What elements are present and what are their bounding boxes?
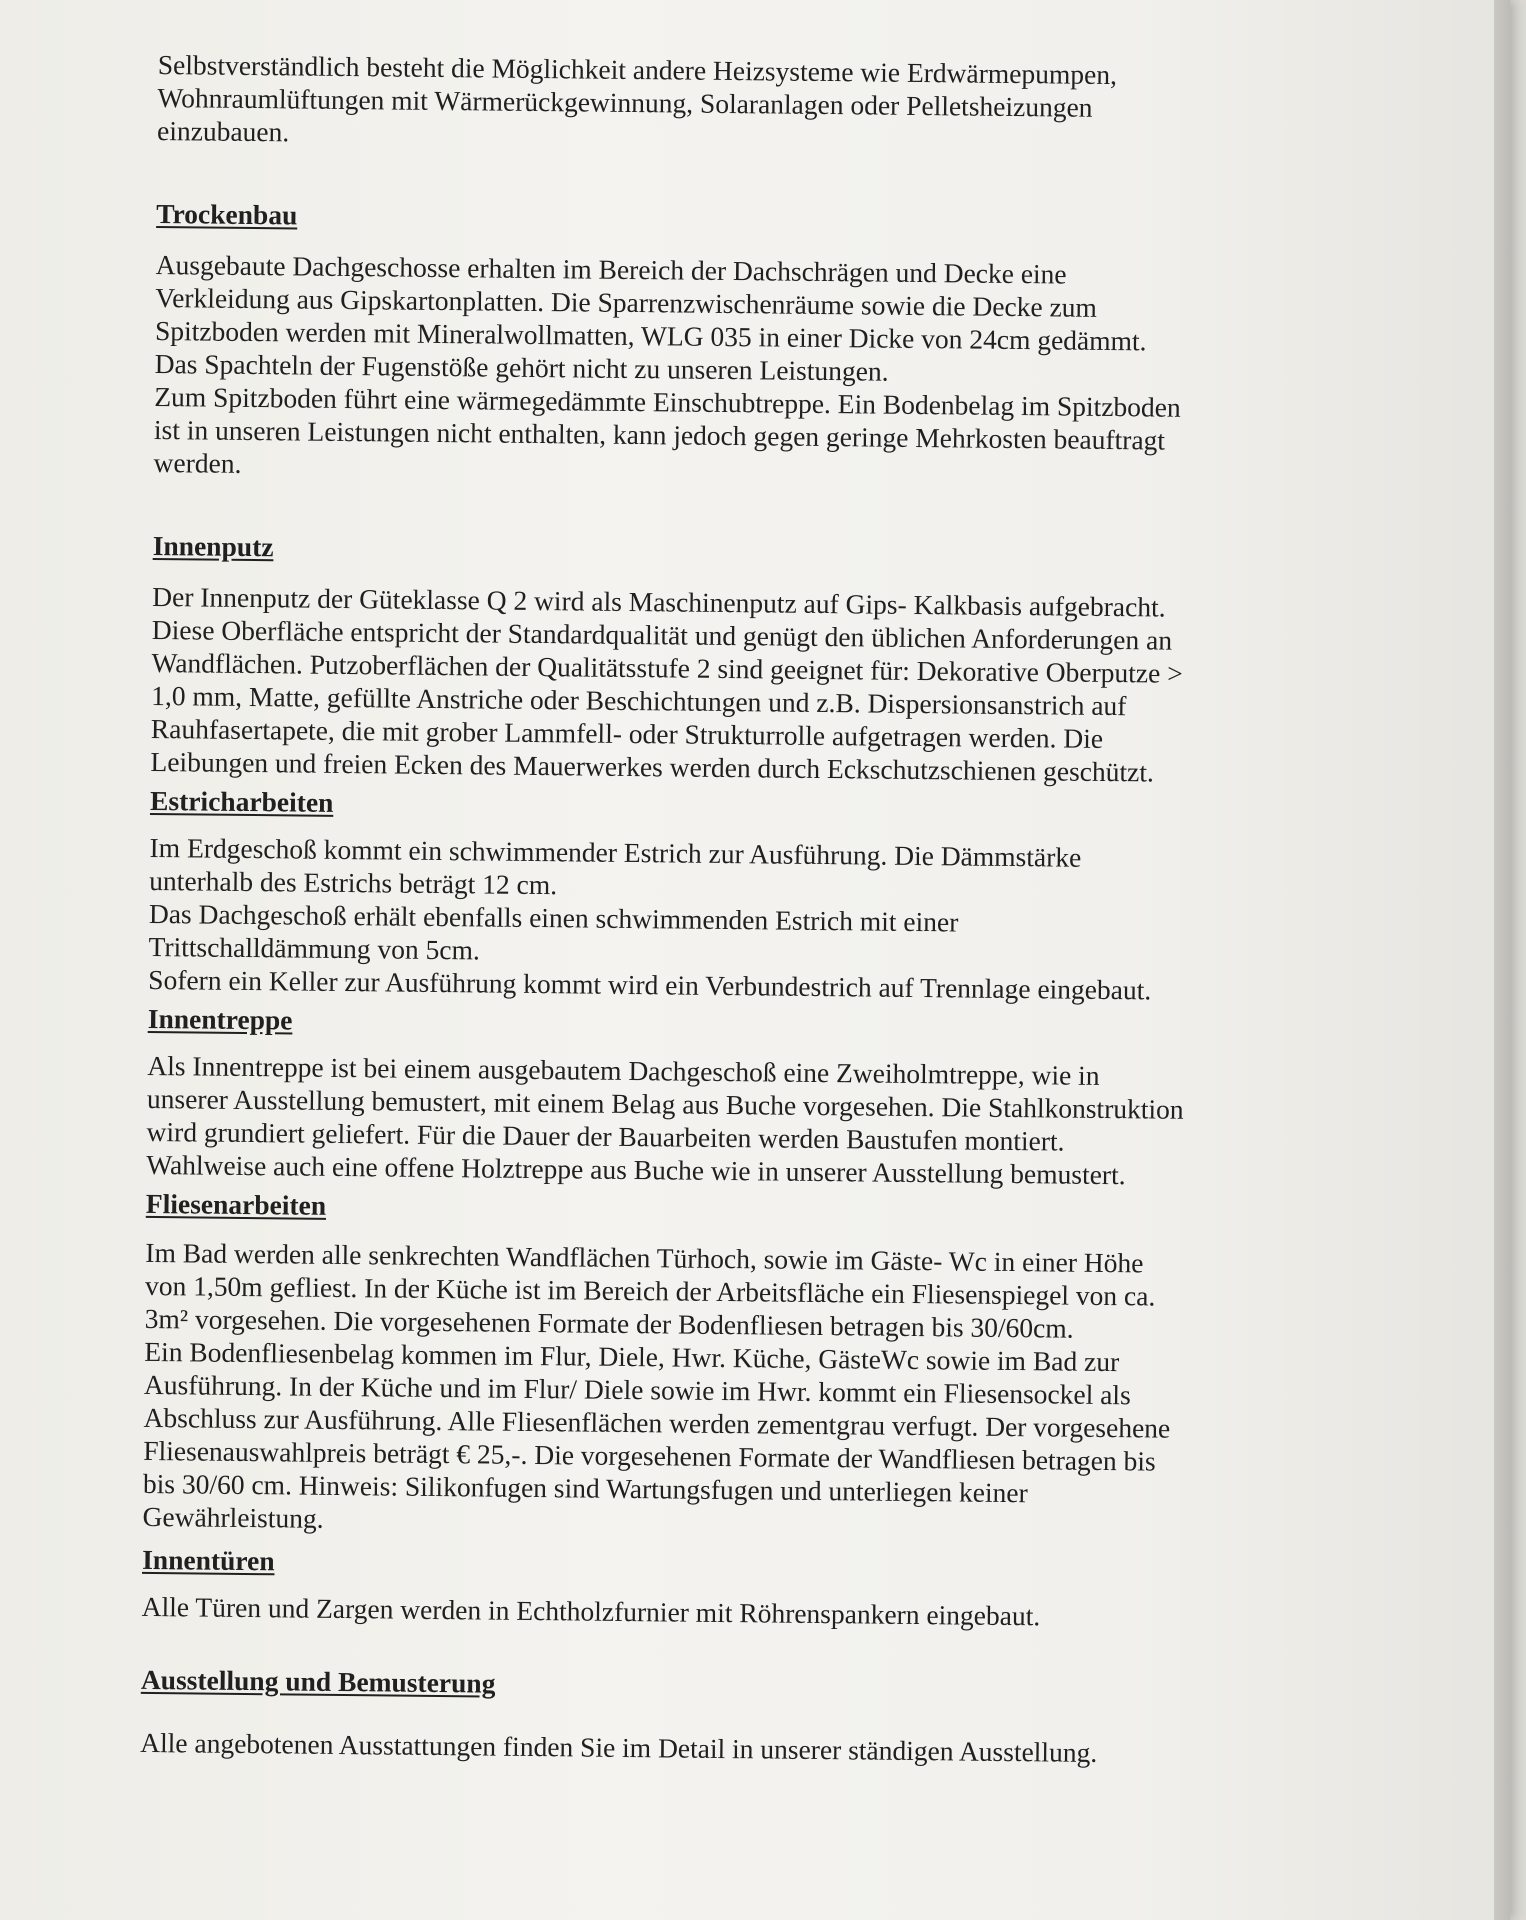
- text-line: Im Bad werden alle senkrechten Wandflächen Türhoch, sowie im Gäste- Wc in einer Höhe: [145, 1236, 1144, 1279]
- text-line: unterhalb des Estrichs beträgt 12 cm.: [149, 864, 558, 901]
- text-line: Das Dachgeschoß erhält ebenfalls einen schwimmenden Estrich mit einer: [148, 897, 959, 938]
- section-heading: Innenputz: [152, 529, 274, 563]
- text-line: ist in unseren Leistungen nicht enthalten, kann jedoch gegen geringe Mehrkosten beauftragt: [153, 413, 1166, 456]
- text-line: Alle Türen und Zargen werden in Echtholzfurnier mit Röhrenspankern eingebaut.: [141, 1590, 1041, 1632]
- text-line: Wahlweise auch eine offene Holztreppe aus Buche wie in unserer Ausstellung bemustert.: [146, 1148, 1126, 1191]
- text-line: Wandflächen. Putzoberflächen der Qualitätsstufe 2 sind geeignet für: Dekorative Oberputze >: [151, 646, 1183, 689]
- text-line: 3m² vorgesehen. Die vorgesehenen Formate der Bodenfliesen betragen bis 30/60cm.: [144, 1302, 1074, 1344]
- text-line: Leibungen und freien Ecken des Mauerwerkes werden durch Eckschutzschienen geschützt.: [150, 745, 1154, 788]
- text-line: Zum Spitzboden führt eine wärmegedämmte Einschubtreppe. Ein Bodenbelag im Spitzboden: [154, 380, 1181, 423]
- section-ausstellung: [140, 1663, 1291, 1771]
- text-line: Spitzboden werden mit Mineralwollmatten, WLG 035 in einer Dicke von 24cm gedämmt.: [154, 314, 1147, 357]
- intro-line: einzubauen.: [156, 114, 290, 148]
- intro-paragraph: [157, 48, 1308, 159]
- text-line: Sofern ein Keller zur Ausführung kommt wird ein Verbundestrich auf Trennlage eingebaut.: [148, 963, 1152, 1006]
- section-heading: Ausstellung und Bemusterung: [140, 1663, 496, 1699]
- text-line: von 1,50m gefliest. In der Küche ist im Bereich der Arbeitsfläche ein Fliesenspiegel von ca.: [144, 1269, 1156, 1312]
- text-line: Trittschalldämmung von 5cm.: [148, 930, 481, 966]
- text-line: werden.: [153, 446, 242, 479]
- section-innentreppe: [146, 1002, 1298, 1193]
- text-line: Rauhfasertapete, die mit grober Lammfell- oder Strukturrolle aufgetragen werden. Die: [150, 712, 1104, 754]
- text-line: Diese Oberfläche entspricht der Standardqualität und genügt den üblichen Anforderungen an: [151, 613, 1173, 656]
- section-innentueren: [142, 1543, 1293, 1635]
- section-trockenbau: [153, 197, 1306, 491]
- intro-line: Selbstverständlich besteht die Möglichkeit andere Heizsysteme wie Erdwärmepumpen,: [157, 48, 1118, 91]
- text-line: wird grundiert geliefert. Für die Dauer der Bauarbeiten werden Baustufen montiert.: [146, 1115, 1065, 1157]
- section-heading: Estricharbeiten: [149, 784, 334, 818]
- text-line: 1,0 mm, Matte, gefüllte Anstriche oder Beschichtungen und z.B. Dispersionsanstrich auf: [151, 679, 1127, 722]
- section-heading: Innentüren: [142, 1543, 275, 1577]
- text-line: Fliesenauswahlpreis beträgt € 25,-. Die vorgesehenen Formate der Wandfliesen betragen bis: [143, 1434, 1156, 1477]
- text-line: Der Innenputz der Güteklasse Q 2 wird als Maschinenputz auf Gips- Kalkbasis aufgebracht.: [152, 580, 1166, 623]
- section-innenputz: [150, 529, 1303, 790]
- section-heading: Innentreppe: [147, 1002, 293, 1036]
- text-line: Das Spachteln der Fugenstöße gehört nicht zu unseren Leistungen.: [154, 347, 889, 387]
- section-heading: Trockenbau: [156, 197, 298, 231]
- text-line: bis 30/60 cm. Hinweis: Silikonfugen sind Wartungsfugen und unterliegen keiner: [142, 1467, 1028, 1509]
- text-line: unserer Ausstellung bemustert, mit einem Belag aus Buche vorgesehen. Die Stahlkonstruktion: [146, 1082, 1184, 1125]
- text-line: Abschluss zur Ausführung. Alle Fliesenflächen werden zementgrau verfugt. Der vorgesehene: [143, 1401, 1171, 1444]
- text-line: Verkleidung aus Gipskartonplatten. Die Sparrenzwischenräume sowie die Decke zum: [155, 281, 1098, 323]
- text-line: Ausführung. In der Küche und im Flur/ Diele sowie im Hwr. kommt ein Fliesensockel als: [143, 1368, 1131, 1411]
- section-fliesenarbeiten: [142, 1187, 1296, 1545]
- section-heading: Fliesenarbeiten: [145, 1187, 327, 1221]
- document-body: [140, 48, 1308, 1771]
- section-estricharbeiten: [148, 784, 1300, 1008]
- text-line: Ein Bodenfliesenbelag kommen im Flur, Diele, Hwr. Küche, GästeWc sowie im Bad zur: [144, 1335, 1120, 1378]
- intro-line: Wohnraumlüftungen mit Wärmerückgewinnung, Solaranlagen oder Pelletsheizungen: [157, 81, 1093, 123]
- text-line: Im Erdgeschoß kommt ein schwimmender Estrich zur Ausführung. Die Dämmstärke: [149, 831, 1082, 873]
- page-edge: [1494, 0, 1510, 1920]
- text-line: Alle angebotenen Ausstattungen finden Sie im Detail in unserer ständigen Ausstellung.: [140, 1726, 1098, 1768]
- text-line: Als Innentreppe ist bei einem ausgebautem Dachgeschoß eine Zweiholmtreppe, wie in: [147, 1049, 1100, 1091]
- text-line: Ausgebaute Dachgeschosse erhalten im Bereich der Dachschrägen und Decke eine: [155, 248, 1067, 290]
- text-line: Gewährleistung.: [142, 1500, 324, 1534]
